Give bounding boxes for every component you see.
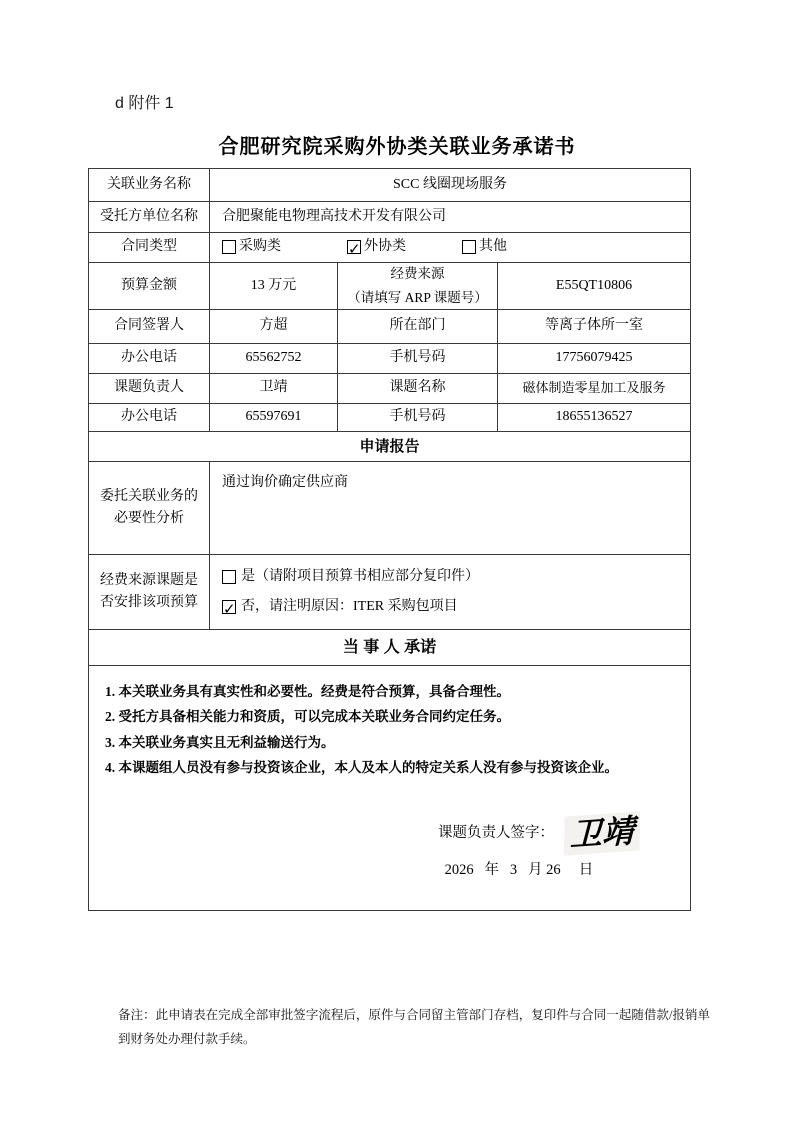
pi-value: 卫靖 [210,374,338,404]
office-phone1-label: 办公电话 [89,344,210,374]
row-promise-header [89,630,691,666]
row-trustee-name [89,202,691,233]
checkbox-outsourcing-icon [347,240,361,254]
promise-item-4: 4. 本课题组人员没有参与投资该企业，本人及本人的特定关系人没有参与投资该企业。 [105,759,618,775]
signer-value: 方超 [210,310,338,344]
dept-value: 等离子体所一室 [498,310,691,344]
promise-header: 当 事 人 承诺 [89,630,691,666]
row-office-phone-2 [89,404,691,432]
budget-arranged-label: 经费来源课题是否安排该项预算 [89,555,210,630]
checkbox-other-icon [462,240,476,254]
budget-arranged-options [210,555,691,630]
row-signer [89,310,691,344]
row-business-name [89,169,691,202]
contract-option-outsourcing [347,236,462,258]
trustee-name-label: 受托方单位名称 [89,202,210,233]
office-phone2-value: 65597691 [210,404,338,432]
project-name-value: 磁体制造零星加工及服务 [498,374,691,404]
row-report-header [89,432,691,462]
handwritten-signature: 卫靖 [564,811,641,856]
mobile1-label: 手机号码 [338,344,498,374]
budget-arranged-option-yes [222,566,690,588]
checkbox-purchase-icon [222,240,236,254]
row-budget-arranged [89,555,691,630]
signature-block [438,814,640,882]
contract-option-other-label: 其他 [479,239,507,255]
promise-item-3: 3. 本关联业务真实且无利益输送行为。 [105,734,335,750]
trustee-name-value: 合肥聚能电物理高技术开发有限公司 [210,202,691,233]
commitment-form-table [88,168,691,911]
contract-option-purchase-label: 采购类 [239,239,281,255]
report-header: 申请报告 [89,432,691,462]
pi-label: 课题负责人 [89,374,210,404]
contract-option-purchase [222,236,347,258]
contract-type-label: 合同类型 [89,233,210,263]
mobile2-value: 18655136527 [498,404,691,432]
budget-arranged-option-no [222,596,690,618]
funding-source-line1: 经费来源 [390,265,445,281]
dept-label: 所在部门 [338,310,498,344]
mobile2-label: 手机号码 [338,404,498,432]
row-pi [89,374,691,404]
signature-label: 课题负责人签字： [437,825,554,841]
signature-date: 2026 年 3 月 26 日 [444,862,594,879]
budget-value: 13 万元 [210,263,338,310]
attachment-label: d 附件 1 [115,95,174,112]
business-name-label: 关联业务名称 [89,169,210,202]
contract-option-outsourcing-label: 外协类 [364,239,406,255]
document-title: 合肥研究院采购外协类关联业务承诺书 [218,136,576,158]
footer-note: 备注：此申请表在完成全部审批签字流程后，原件与合同留主管部门存档，复印件与合同一起随借款/报销单到财务处办理付款手续。 [118,1008,710,1047]
mobile1-value: 17756079425 [498,344,691,374]
row-budget [89,263,691,310]
row-promises [89,666,691,911]
business-name-value: SCC 线圈现场服务 [210,169,691,202]
office-phone1-value: 65562752 [210,344,338,374]
promise-cell [89,666,691,911]
necessity-value: 通过询价确定供应商 [210,462,691,555]
checkbox-no-icon [222,600,236,614]
signer-label: 合同签署人 [89,310,210,344]
promise-item-1: 1. 本关联业务具有真实性和必要性。经费是符合预算，具备合理性。 [105,684,510,699]
office-phone2-label: 办公电话 [89,404,210,432]
funding-source-label [338,263,498,310]
necessity-label: 委托关联业务的必要性分析 [89,462,210,555]
budget-arranged-yes-label: 是（请附项目预算书相应部分复印件） [241,569,479,585]
budget-label: 预算金额 [89,263,210,310]
row-necessity [89,462,691,555]
funding-source-line2: （请填写 ARP 课题号） [347,290,488,305]
contract-type-options [210,233,691,263]
row-contract-type [89,233,691,263]
checkbox-yes-icon [222,570,236,584]
row-office-phone-1 [89,344,691,374]
contract-option-other [462,236,507,258]
promise-item-2: 2. 受托方具备相关能力和资质，可以完成本关联业务合同约定任务。 [105,709,510,725]
funding-source-value: E55QT10806 [498,263,691,310]
budget-arranged-no-label: 否，请注明原因：ITER 采购包项目 [241,598,458,614]
project-name-label: 课题名称 [338,374,498,404]
promise-list [89,666,690,780]
